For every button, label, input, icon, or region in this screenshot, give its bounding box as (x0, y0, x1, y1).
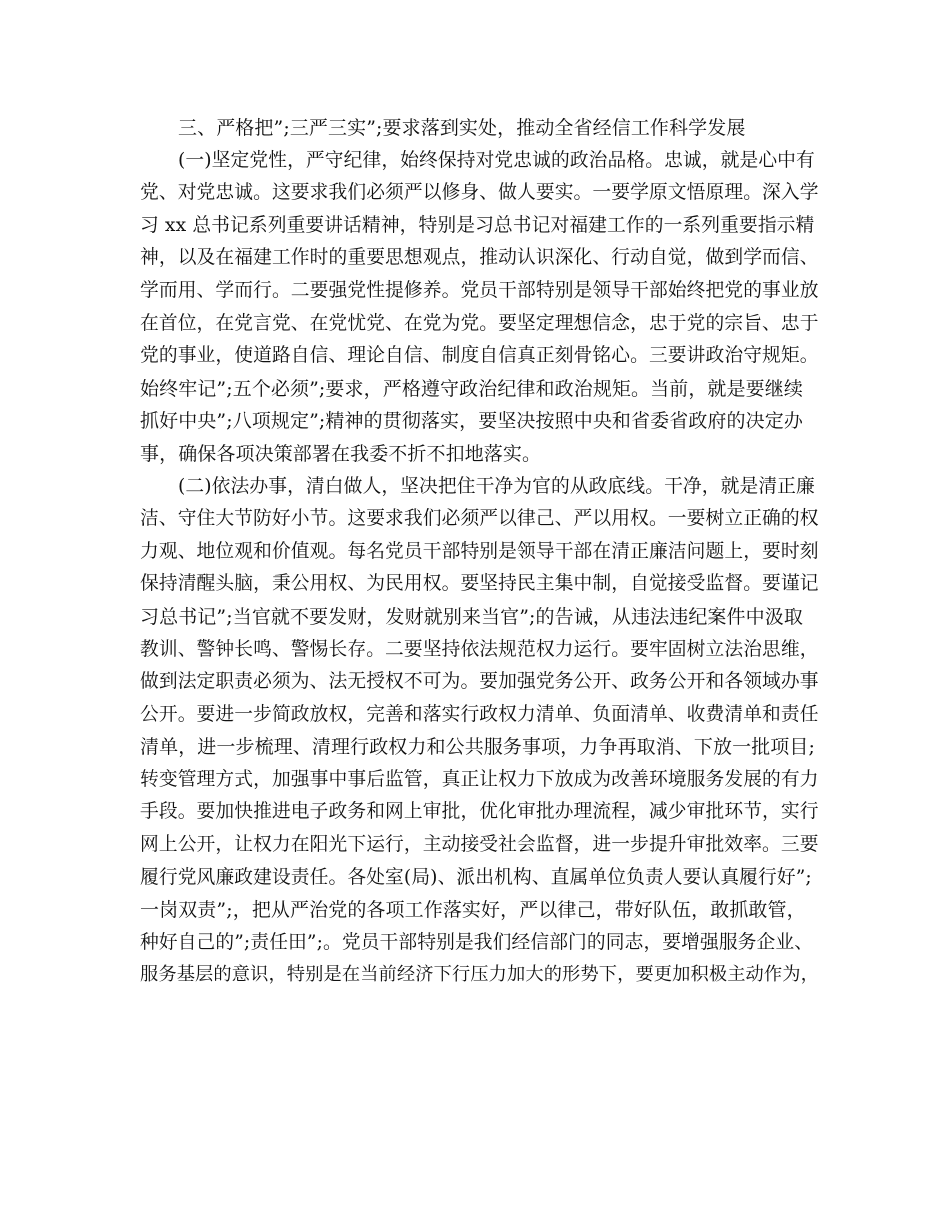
section-heading: 三、严格把”;三严三实”;要求落到实处，推动全省经信工作科学发展 (178, 117, 746, 139)
paragraph-1-line: 事，确保各项决策部署在我委不折不扣地落实。 (140, 442, 542, 465)
document-body (140, 112, 820, 992)
paragraph-2-line: 做到法定职责必须为、法无授权不可为。要加强党务公开、政务公开和各领域办事 (140, 671, 819, 693)
paragraph-2-line: 公开。要进一步简政放权，完善和落实行政权力清单、负面清单、收费清单和责任 (140, 703, 819, 725)
paragraph-2-line: 网上公开，让权力在阳光下运行，主动接受社会监督，进一步提升审批效率。三要 (140, 834, 819, 856)
paragraph-1-line: 在首位，在党言党、在党忧党、在党为党。要坚定理想信念，忠于党的宗旨、忠于 (140, 312, 819, 334)
paragraph-2-line: 种好自己的”;责任田”;。党员干部特别是我们经信部门的同志，要增强服务企业、 (140, 931, 814, 953)
paragraph-1-line: (一)坚定党性，严守纪律，始终保持对党忠诚的政治品格。忠诚，就是心中有 (178, 149, 815, 171)
paragraph-1-line: 始终牢记”;五个必须”;要求，严格遵守政治纪律和政治规矩。当前，就是要继续 (140, 377, 803, 400)
paragraph-2-line: 服务基层的意识，特别是在当前经济下行压力加大的形势下，要更加积极主动作为， (140, 964, 819, 986)
paragraph-2-line: (二)依法办事，清白做人，坚决把住干净为官的从政底线。干净，就是清正廉 (178, 475, 815, 497)
paragraph-2-line: 手段。要加快推进电子政务和网上审批，优化审批办理流程，减少审批环节，实行 (140, 801, 819, 823)
paragraph-1-line: 神，以及在福建工作时的重要思想观点，推动认识深化、行动自觉，做到学而信、 (140, 247, 819, 269)
paragraph-1-line: 习 xx 总书记系列重要讲话精神，特别是习总书记对福建工作的一系列重要指示精 (140, 214, 815, 236)
paragraph-1-line: 学而用、学而行。二要强党性提修养。党员干部特别是领导干部始终把党的事业放 (140, 279, 819, 301)
paragraph-2-line: 洁、守住大节防好小节。这要求我们必须严以律己、严以用权。一要树立正确的权 (140, 508, 819, 530)
paragraph-2-line: 一岗双责”;，把从严治党的各项工作落实好，严以律己，带好队伍，敢抓敢管， (140, 899, 806, 922)
paragraph-1-line: 抓好中央”;八项规定”;精神的贯彻落实，要坚决按照中央和省委省政府的决定办 (140, 410, 803, 433)
paragraph-2-line: 教训、警钟长鸣、警惕长存。二要坚持依法规范权力运行。要牢固树立法治思维， (140, 638, 819, 660)
paragraph-1-line: 党、对党忠诚。这要求我们必须严以修身、做人要实。一要学原文悟原理。深入学 (140, 182, 819, 204)
paragraph-2-line: 履行党风廉政建设责任。各处室(局)、派出机构、直属单位负责人要认真履行好”; (140, 866, 812, 888)
paragraph-2-line: 转变管理方式，加强事中事后监管，真正让权力下放成为改善环境服务发展的有力 (140, 768, 819, 790)
paragraph-2-line: 清单，进一步梳理、清理行政权力和公共服务事项，力争再取消、下放一批项目; (140, 736, 816, 759)
paragraph-2-line: 力观、地位观和价值观。每名党员干部特别是领导干部在清正廉洁问题上，要时刻 (140, 540, 819, 562)
paragraph-2-line: 保持清醒头脑，秉公用权、为民用权。要坚持民主集中制，自觉接受监督。要谨记 (140, 573, 819, 595)
paragraph-2-line: 习总书记”;当官就不要发财，发财就别来当官”;的告诫，从违法违纪案件中汲取 (140, 605, 803, 628)
paragraph-1-line: 党的事业，使道路自信、理论自信、制度自信真正刻骨铭心。三要讲政治守规矩。 (140, 345, 819, 367)
